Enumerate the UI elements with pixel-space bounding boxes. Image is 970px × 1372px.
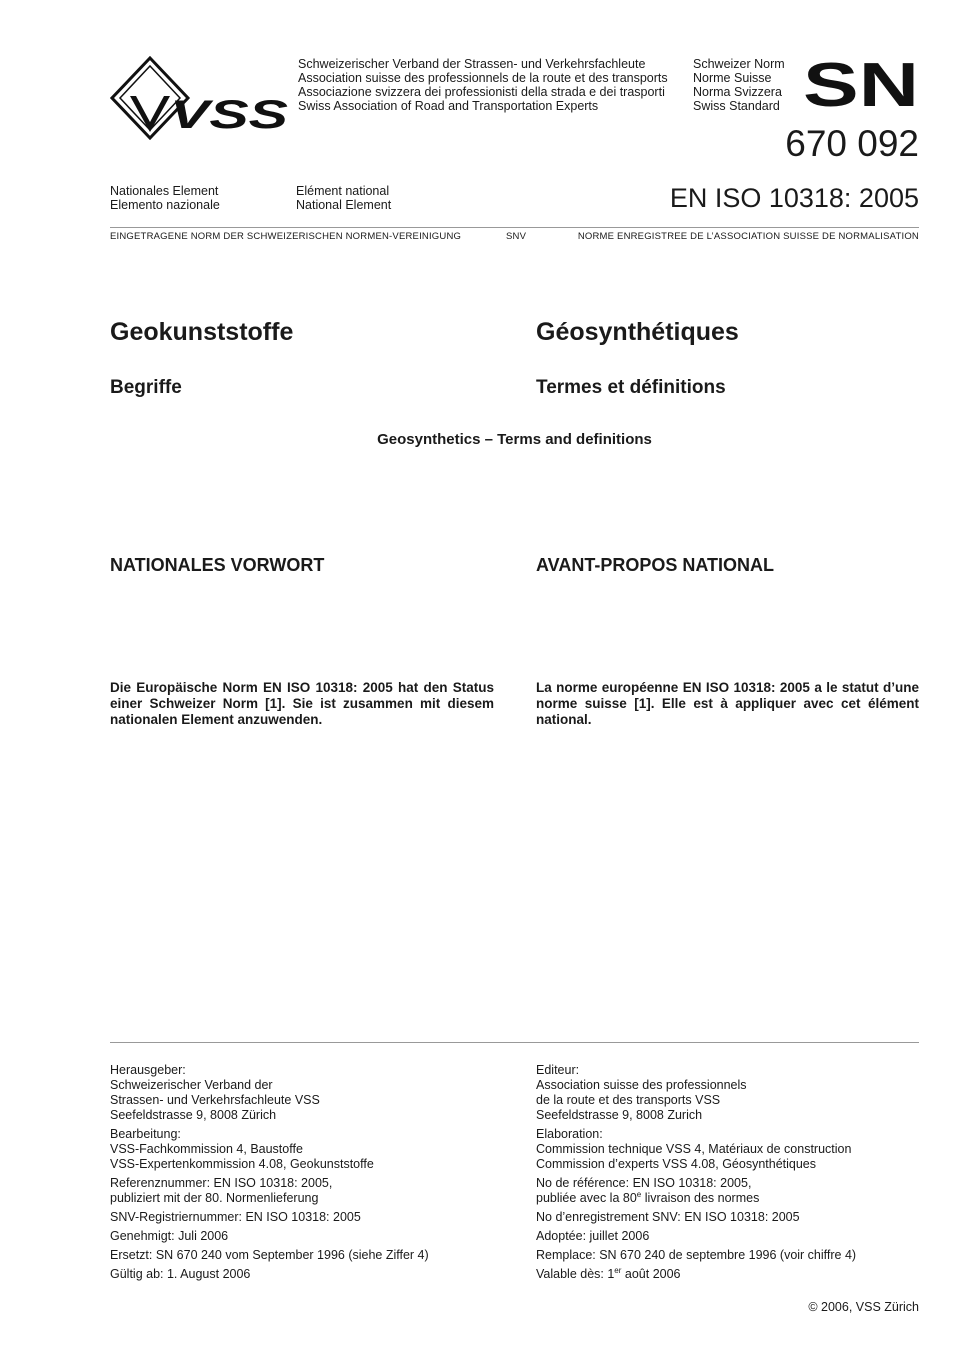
imprint-line: VSS-Expertenkommission 4.08, Geokunststoffe	[110, 1157, 374, 1171]
imprint-line: publiziert mit der 80. Normenlieferung	[110, 1191, 319, 1205]
superscript: e	[636, 1189, 642, 1199]
imprint-de	[110, 1063, 510, 1286]
norm-label-en: Swiss Standard	[693, 99, 780, 113]
imprint-reference	[536, 1176, 936, 1206]
vss-logo	[110, 56, 290, 140]
norm-label-fr: Norme Suisse	[693, 71, 772, 85]
imprint-snv-registration: SNV-Registriernummer: EN ISO 10318: 2005	[110, 1210, 361, 1224]
imprint-line: Schweizerischer Verband der	[110, 1078, 273, 1092]
imprint-editing	[536, 1127, 936, 1172]
registered-norm-de: EINGETRAGENE NORM DER SCHWEIZERISCHEN NORMEN-VEREINIGUNG	[110, 231, 462, 242]
national-element-de	[110, 184, 220, 212]
national-element-label: Nationales Element	[110, 184, 219, 198]
imprint-line: Seefeldstrasse 9, 8008 Zurich	[536, 1108, 703, 1122]
imprint-text: Valable dès: 1	[536, 1267, 615, 1281]
header-divider	[110, 227, 919, 228]
imprint-publisher	[110, 1063, 510, 1123]
imprint-text: publiée avec la 80	[536, 1191, 637, 1205]
en-reference: EN ISO 10318: 2005	[669, 183, 919, 213]
imprint-replaces: Remplace: SN 670 240 de septembre 1996 (voir chiffre 4)	[536, 1248, 857, 1262]
org-line-en: Swiss Association of Road and Transportation Experts	[298, 99, 599, 113]
national-element-label: Elément national	[296, 184, 390, 198]
imprint-line: Commission technique VSS 4, Matériaux de construction	[536, 1142, 852, 1156]
imprint-snv-registration: No d’enregistrement SNV: EN ISO 10318: 2005	[536, 1210, 800, 1224]
norm-number: 670 092	[785, 123, 919, 164]
norm-label-it: Norma Svizzera	[693, 85, 782, 99]
sn-mark-text: SN	[803, 58, 919, 108]
imprint-publisher	[536, 1063, 936, 1123]
imprint-line: Herausgeber:	[110, 1063, 186, 1077]
copyright: © 2006, VSS Zürich	[808, 1300, 919, 1314]
national-element-label: National Element	[296, 198, 392, 212]
imprint-line: Elaboration:	[536, 1127, 603, 1141]
imprint-line: No de référence: EN ISO 10318: 2005,	[536, 1176, 752, 1190]
imprint-approved: Genehmigt: Juli 2006	[110, 1229, 229, 1243]
superscript: er	[614, 1265, 622, 1275]
subtitle-de: Begriffe	[110, 377, 182, 398]
sn-mark	[803, 58, 919, 108]
foreword-heading-de: NATIONALES VORWORT	[110, 555, 325, 575]
org-line-de: Schweizerischer Verband der Strassen- und Verkehrsfachleute	[298, 57, 646, 71]
imprint-line: VSS-Fachkommission 4, Baustoffe	[110, 1142, 303, 1156]
org-line-it: Associazione svizzera dei professionisti della strada e dei trasporti	[298, 85, 665, 99]
imprint-reference	[110, 1176, 510, 1206]
vss-logo-text: VSS	[170, 93, 289, 137]
imprint-line: Referenznummer: EN ISO 10318: 2005,	[110, 1176, 333, 1190]
imprint-line: Editeur:	[536, 1063, 580, 1077]
foreword-heading-fr: AVANT-PROPOS NATIONAL	[536, 555, 774, 575]
imprint-fr	[536, 1063, 936, 1286]
imprint-text: livraison des normes	[641, 1191, 760, 1205]
imprint-replaces: Ersetzt: SN 670 240 vom September 1996 (siehe Ziffer 4)	[110, 1248, 429, 1262]
imprint-line: Association suisse des professionnels	[536, 1078, 747, 1092]
national-element-label: Elemento nazionale	[110, 198, 220, 212]
imprint-valid	[536, 1267, 936, 1282]
imprint-valid: Gültig ab: 1. August 2006	[110, 1267, 251, 1281]
imprint-approved: Adoptée: juillet 2006	[536, 1229, 650, 1243]
imprint-text: août 2006	[621, 1267, 681, 1281]
organisation-names	[298, 57, 668, 113]
national-element-fr	[296, 184, 391, 212]
registered-norm-fr: NORME ENREGISTREE DE L’ASSOCIATION SUISSE DE NORMALISATION	[577, 231, 919, 242]
imprint-editing	[110, 1127, 510, 1172]
imprint-line: Bearbeitung:	[110, 1127, 181, 1141]
imprint-line: de la route et des transports VSS	[536, 1093, 721, 1107]
imprint-divider	[110, 1042, 919, 1043]
foreword-text-fr: La norme européenne EN ISO 10318: 2005 a le statut d’une norme suisse [1]. Elle est à appliquer avec cet élément national.	[536, 680, 919, 727]
imprint-line: Commission d’experts VSS 4.08, Géosynthétiques	[536, 1157, 816, 1171]
imprint-line: Seefeldstrasse 9, 8008 Zürich	[110, 1108, 277, 1122]
org-line-fr: Association suisse des professionnels de la route et des transports	[298, 71, 668, 85]
title-fr: Géosynthétiques	[536, 318, 739, 346]
title-de: Geokunststoffe	[110, 318, 294, 346]
title-en: Geosynthetics – Terms and definitions	[377, 431, 652, 448]
norm-label-de: Schweizer Norm	[693, 57, 785, 71]
norm-language-labels	[693, 57, 785, 113]
subtitle-fr: Termes et définitions	[536, 377, 726, 398]
foreword-text-de: Die Europäische Norm EN ISO 10318: 2005 hat den Status einer Schweizer Norm [1]. Sie ist zusammen mit diesem nationalen Element anzuwenden.	[110, 680, 494, 727]
imprint-line	[536, 1191, 936, 1206]
imprint-line: Strassen- und Verkehrsfachleute VSS	[110, 1093, 320, 1107]
registered-norm-snv: SNV	[506, 231, 527, 242]
